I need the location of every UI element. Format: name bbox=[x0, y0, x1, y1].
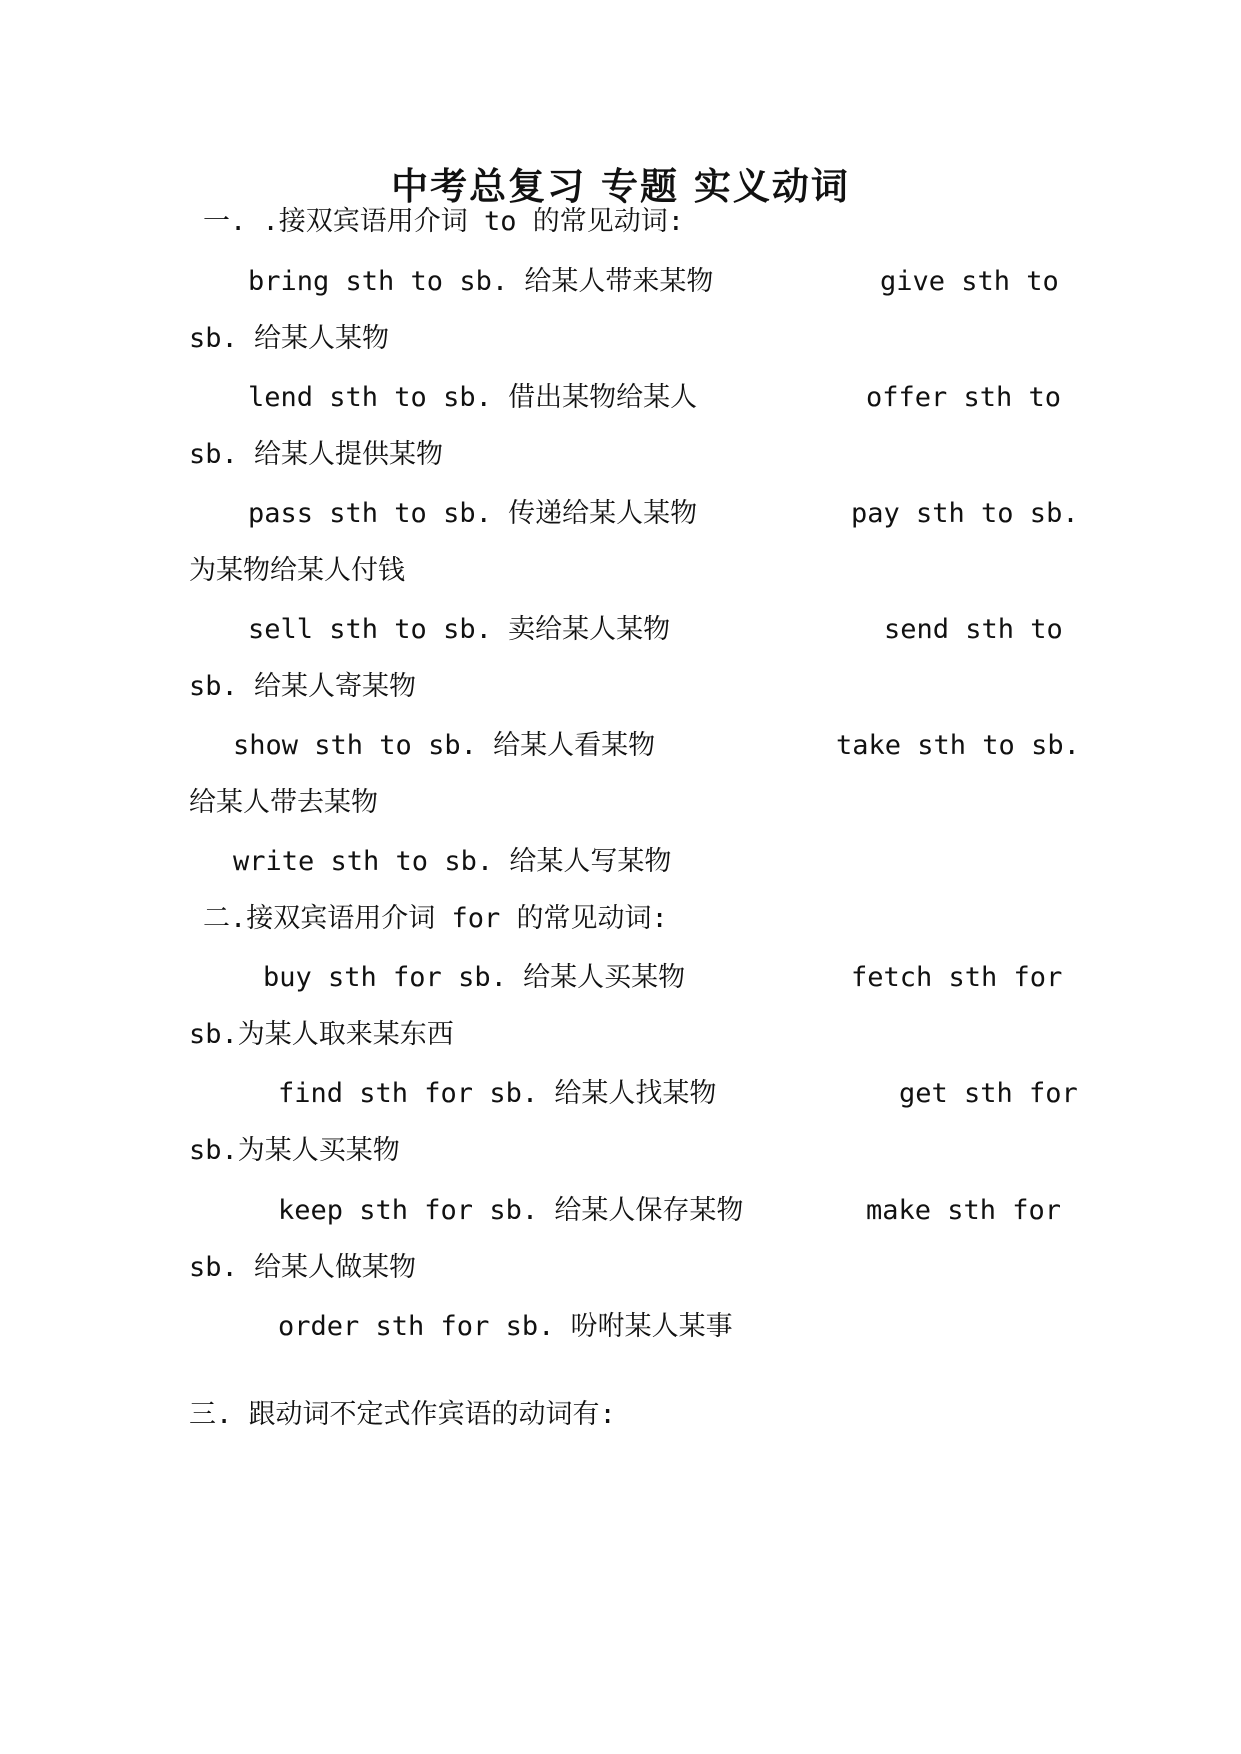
verb-phrase-right: offer sth to bbox=[866, 382, 1062, 413]
verb-phrase-left: keep sth for sb. 给某人保存某物 bbox=[278, 1195, 744, 1226]
verb-phrase-right: fetch sth for bbox=[851, 962, 1063, 993]
section-heading-2: 二.接双宾语用介词 for 的常见动词: bbox=[203, 903, 668, 934]
verb-phrase-continuation: sb. 给某人提供某物 bbox=[189, 439, 444, 470]
verb-phrase-continuation: sb. 给某人某物 bbox=[189, 323, 390, 354]
page-title: 中考总复习 专题 实义动词 bbox=[391, 164, 850, 208]
verb-phrase-continuation: sb. 给某人寄某物 bbox=[189, 671, 417, 702]
verb-phrase-left: pass sth to sb. 传递给某人某物 bbox=[248, 498, 698, 529]
verb-phrase-continuation: 给某人带去某物 bbox=[189, 787, 378, 818]
verb-phrase-left: lend sth to sb. 借出某物给某人 bbox=[248, 382, 698, 413]
section-heading-1: 一. .接双宾语用介词 to 的常见动词: bbox=[203, 206, 685, 237]
verb-phrase-left: bring sth to sb. 给某人带来某物 bbox=[248, 266, 714, 297]
section-heading-3: 三. 跟动词不定式作宾语的动词有: bbox=[189, 1399, 616, 1430]
verb-phrase-right: get sth for bbox=[899, 1078, 1078, 1109]
verb-phrase-right: take sth to sb. bbox=[836, 730, 1080, 761]
verb-phrase-left: find sth for sb. 给某人找某物 bbox=[278, 1078, 717, 1109]
verb-phrase-continuation: sb.为某人买某物 bbox=[189, 1135, 400, 1166]
verb-phrase-continuation: sb.为某人取来某东西 bbox=[189, 1019, 454, 1050]
verb-phrase-left: sell sth to sb. 卖给某人某物 bbox=[248, 614, 671, 645]
verb-phrase-right: pay sth to sb. bbox=[851, 498, 1079, 529]
verb-phrase-right: make sth for bbox=[866, 1195, 1062, 1226]
verb-phrase-left: buy sth for sb. 给某人买某物 bbox=[263, 962, 686, 993]
verb-phrase-continuation: sb. 给某人做某物 bbox=[189, 1252, 417, 1283]
verb-phrase-continuation: 为某物给某人付钱 bbox=[189, 555, 405, 586]
verb-phrase-left: write sth to sb. 给某人写某物 bbox=[233, 846, 672, 877]
verb-phrase-right: give sth to bbox=[880, 266, 1059, 297]
verb-phrase-right: send sth to bbox=[884, 614, 1063, 645]
verb-phrase-left: show sth to sb. 给某人看某物 bbox=[233, 730, 656, 761]
verb-phrase-left: order sth for sb. 吩咐某人某事 bbox=[278, 1311, 733, 1342]
